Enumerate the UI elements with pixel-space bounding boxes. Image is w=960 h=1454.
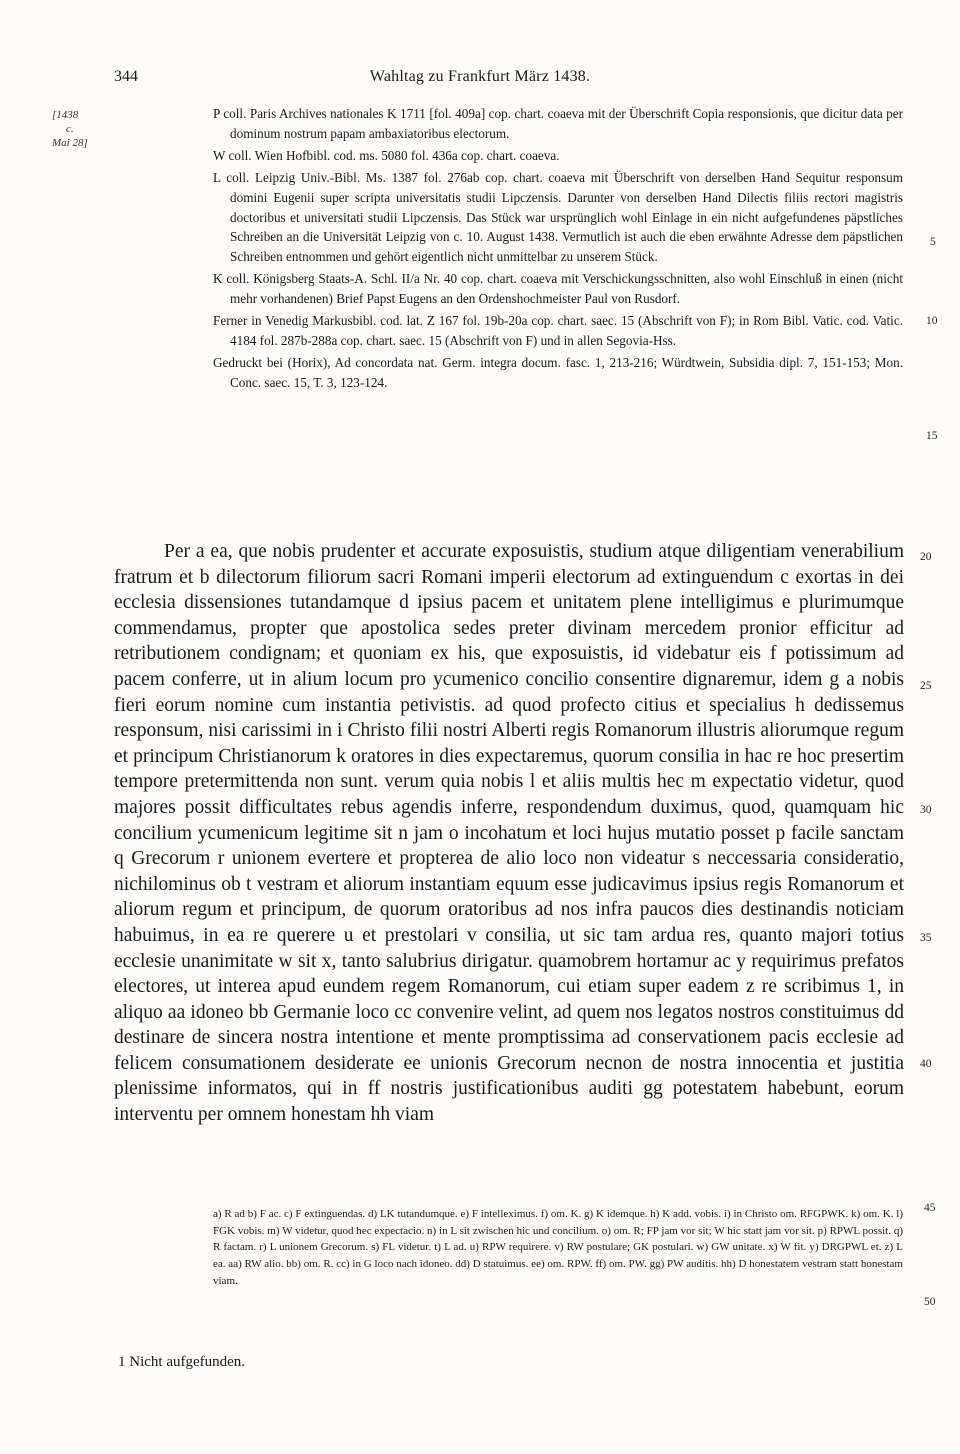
apparatus-entry: P coll. Paris Archives nationales K 1711 [fol. 409a] cop. chart. coaeva mit der Überschrift Copia responsionis, que dicitur data per dominum nostrum papam ambaxiatoribus electorum. (213, 106, 903, 141)
running-title: Wahltag zu Frankfurt März 1438. (369, 68, 591, 85)
line-number: 40 (920, 1058, 932, 1070)
apparatus-entry: Gedruckt bei (Horix), Ad concordata nat. Germ. integra docum. fasc. 1, 213-216; Würdtwein, Subsidia dipl. 7, 151-153; Mon. Conc. saec. 15, T. 3, 123-124. (213, 355, 903, 391)
line-number: 25 (920, 680, 932, 692)
page-number: 344 (114, 68, 138, 85)
line-number: 45 (924, 1202, 936, 1214)
variant-paragraph: a) R ad b) F ac. c) F extinguendas. d) LK tutandumque. e) F intelleximus. f) om. K. g) K idemque. h) K add. vobis. i) in Christo om. RFGPWK. k) om. K. l) FGK vobis. m) W videtur, quod hec expectacio. n) in L sit zwischen hic und concilium. o) om. R; FP jam vor sit; W hic statt jam vor sit. p) RPWL possit. q) R factam. r) L unionem Grecorum. s) FL videtur. t) L ad. u) RPW requirere. v) RW postulare; GK postulari. w) GW unitate. x) W fit. y) DRGPWL et. z) L ea. aa) RW alio. bb) om. R. cc) in G loco nach idoneo. dd) D statuimus. ee) om. RPW. ff) om. PW. gg) PW auditis. hh) D honestatem vestram statt honestam viam. (213, 1208, 903, 1287)
line-number: 15 (926, 430, 938, 442)
line-number: 50 (924, 1296, 936, 1308)
line-number: 10 (926, 315, 938, 327)
footnote: 1 Nicht aufgefunden. (118, 1354, 246, 1370)
apparatus-entry: K coll. Königsberg Staats-A. Schl. II/a Nr. 40 cop. chart. coaeva mit Verschickungsschnitten, also wohl Einschluß in einen (nicht mehr vorhandenen) Brief Papst Eugens an den Ordenshochmeister Paul von Rusdorf. (213, 271, 903, 307)
apparatus-entry: W coll. Wien Hofbibl. cod. ms. 5080 fol. 436a cop. chart. coaeva. (213, 148, 560, 163)
line-number: 20 (920, 551, 932, 563)
main-paragraph: Per a ea, que nobis prudenter et accurate exposuistis, studium atque diligentiam venerabilium fratrum et b dilectorum filiorum sacri Romani imperii electorum ad extinguendum c exortas in dei ecclesia dissensiones tutandamque d ipsius pacem et unitatem plene intelligimus e plurimumque commendamus, propter que apostolica sedes preter divinam mercedem pronior efficitur ad retributionem condignam; et quoniam ex his, que exposuistis, id videbatur eis f potissimum ad pacem conferre, ut in alium locum pro ycumenico concilio consentire dignaremur, idem g a nobis fieri eorum nomine cum instantia petivistis. ad quod profecto citius et specialius h dedissemus responsum, nisi carissimi in i Christo filii nostri Alberti regis Romanorum illustris aliorumque regum et principum Christianorum k oratores in dies expectaremus, quorum consilia in hac re hoc presertim tempore pretermittenda non sunt. verum quia nobis l et aliis multis hec m expectatio videtur, quod majores possit difficultates rebus agendis inferre, respondendum duximus, quod, quamquam hic concilium ycumenicum legitime sit n jam o incohatum et loci hujus mutatio posset p facile sanctam q Grecorum r unionem evertere et propterea de alio loco non videatur s neccessaria consideratio, nichilominus ob t vestram et aliorum instantiam equum esse judicavimus ipsius regis Romanorum et aliorum regum et principum, de quorum oratoribus ad nos infra paucos dies destinandis noticiam habuimus, in ea re querere u et prestolari v consilia, ut sic tam ardua res, quanto majori totius ecclesie unanimitate w sit x, tanto salubrius dirigatur. quamobrem hortamur ac y requirimus prefatos electores, ut interea apud eundem regem Romanorum, cui etiam super eadem z re scribimus 1, in aliquo aa idoneo bb Germanie loco cc convenire velint, ad quem nos legatos nostros constituimus dd destinare de sincera nostra intentione et mente promptissima ad conservationem pacis ecclesie ad felicem consumationem desiderate ee unionis Grecorum necnon de nostra innocentia et justitia plenissime informatos, qui in ff nostris justificationibus auditi gg potestatem habebunt, eorum interventu per omnem honestam hh viam (114, 541, 904, 1126)
margin-date (52, 108, 112, 150)
line-number: 5 (930, 236, 936, 248)
apparatus-entry: L coll. Leipzig Univ.-Bibl. Ms. 1387 fol. 276ab cop. chart. coaeva mit Überschrift von derselben Hand Sequitur responsum domini Eugenii super scripta universitatis studii Lipczensis. Darunter von derselben Hand Dilectis filiis rectori magistris doctoribus et universitati studii Lipczensis. Das Stück war ursprünglich wohl Einlage in ein nicht aufgefundenes päpstliches Schreiben an die Universität Leipzig von c. 10. August 1438. Vermutlich ist auch die eben erwähnte Adresse dem päpstlichen Schreiben entnommen und gehört eigentlich nicht unmittelbar zu unserem Stück. (213, 170, 903, 265)
margin-date-line: [1438 (52, 109, 79, 121)
main-text (114, 539, 904, 1128)
page-header (0, 68, 960, 94)
margin-date-line: Mai 28] (52, 137, 88, 149)
line-number: 30 (920, 804, 932, 816)
line-number: 35 (920, 932, 932, 944)
manuscript-apparatus (213, 104, 903, 395)
apparatus-entry: Ferner in Venedig Markusbibl. cod. lat. Z 167 fol. 19b-20a cop. chart. saec. 15 (Abschrift von F); in Rom Bibl. Vatic. cod. Vatic. 4184 fol. 287b-288a cop. chart. saec. 15 (Abschrift von F) und in allen Segovia-Hss. (213, 313, 903, 349)
variant-readings (213, 1206, 903, 1290)
margin-date-line: c. (66, 123, 74, 135)
